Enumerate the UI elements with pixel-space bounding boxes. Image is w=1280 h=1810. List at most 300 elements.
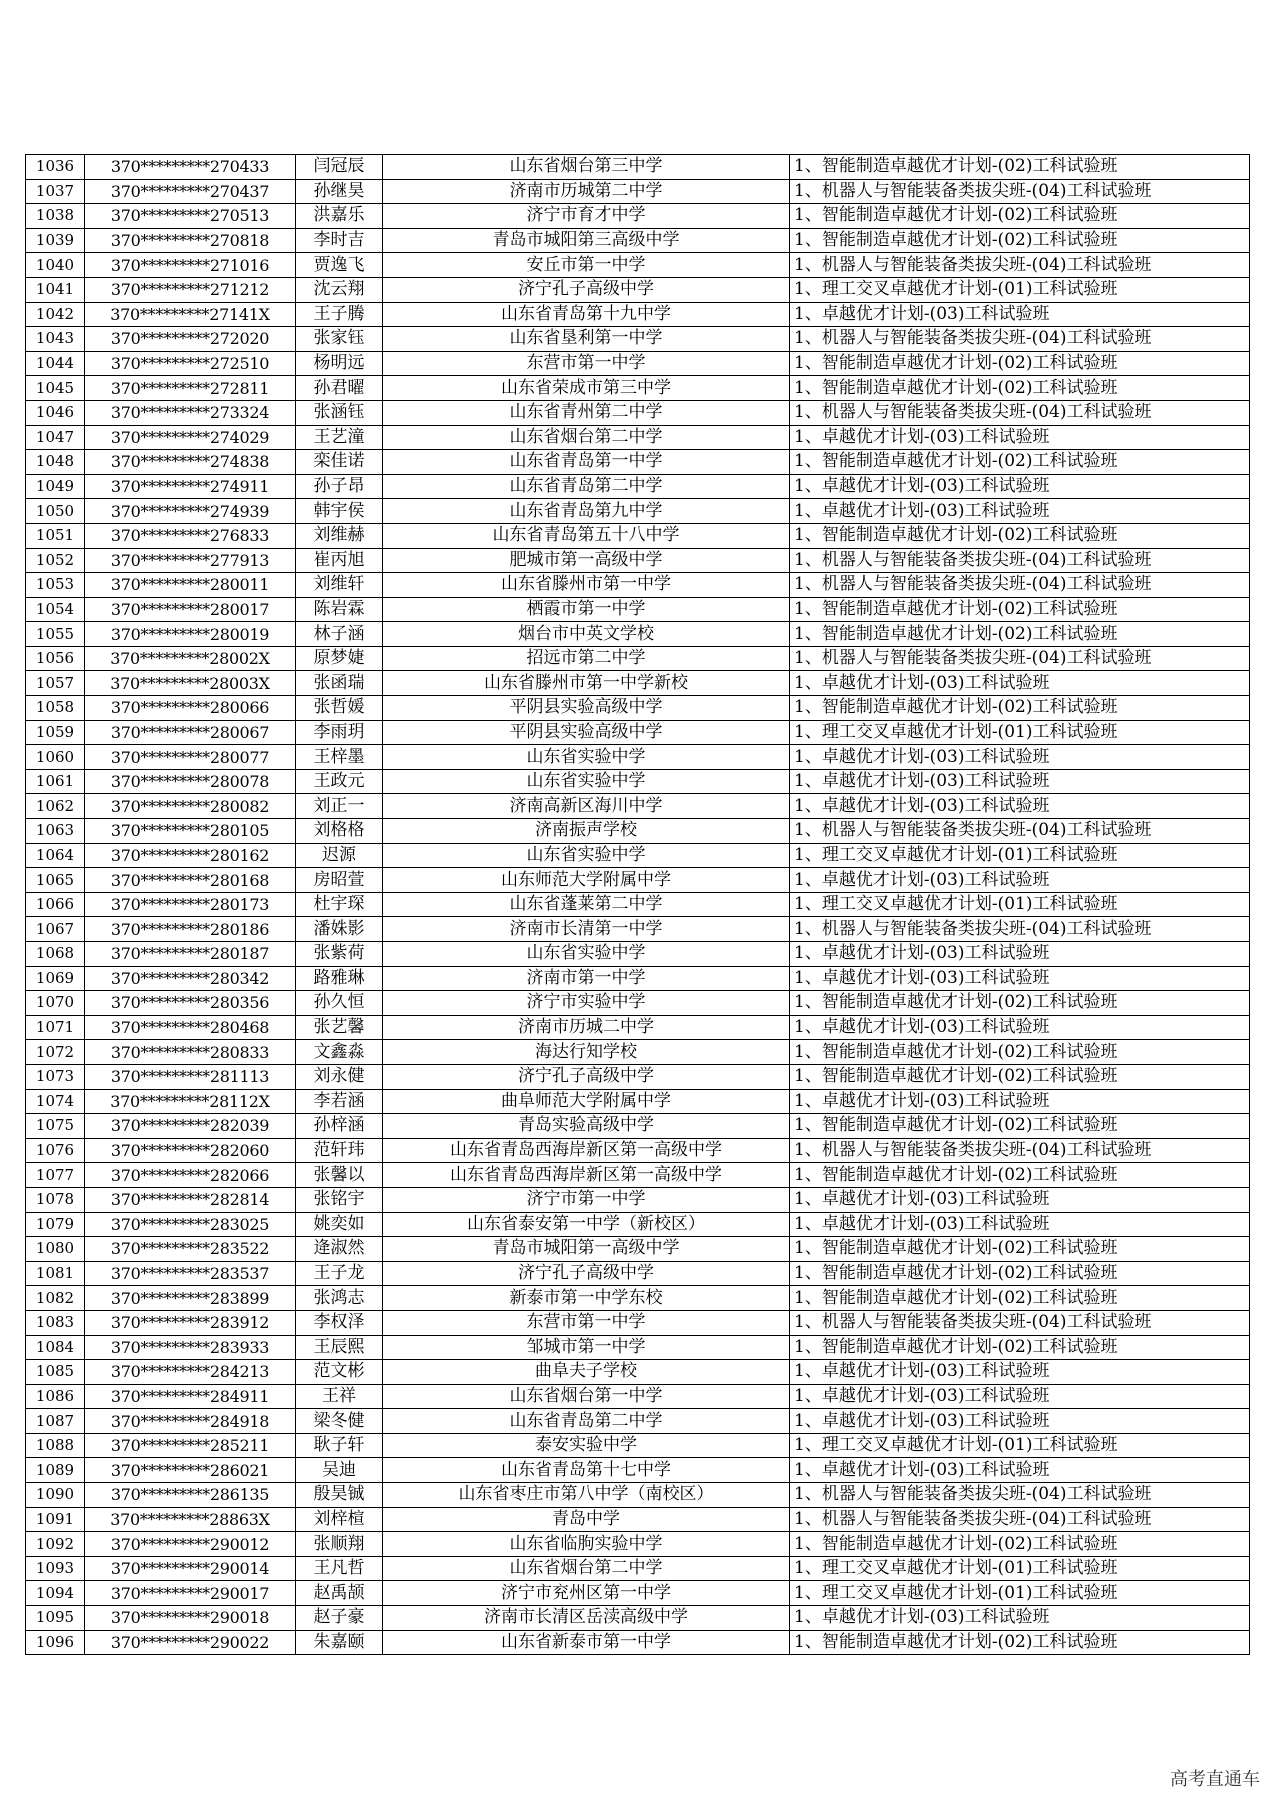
- row-number-cell: 1038: [26, 204, 85, 229]
- table-row: [26, 1630, 1250, 1655]
- school-cell: 济宁孔子高级中学: [383, 1261, 790, 1286]
- table-row: [26, 1138, 1250, 1163]
- row-number-cell: 1078: [26, 1187, 85, 1212]
- row-number-cell: 1051: [26, 523, 85, 548]
- program-cell: 1、卓越优才计划-(03)工科试验班: [790, 1360, 1250, 1385]
- table-row: [26, 228, 1250, 253]
- id-number-cell: 370*********283025: [85, 1212, 296, 1237]
- table-row: [26, 548, 1250, 573]
- program-cell: 1、智能制造卓越优才计划-(02)工科试验班: [790, 376, 1250, 401]
- table-row: [26, 1064, 1250, 1089]
- table-row: [26, 253, 1250, 278]
- table-row: [26, 819, 1250, 844]
- school-cell: 济南市历城第二中学: [383, 179, 790, 204]
- id-number-cell: 370*********284213: [85, 1360, 296, 1385]
- row-number-cell: 1086: [26, 1384, 85, 1409]
- table-row: [26, 720, 1250, 745]
- table-row: [26, 204, 1250, 229]
- student-name-cell: 孙继昊: [296, 179, 383, 204]
- student-name-cell: 孙久恒: [296, 991, 383, 1016]
- id-number-cell: 370*********274939: [85, 499, 296, 524]
- id-number-cell: 370*********28002X: [85, 646, 296, 671]
- program-cell: 1、卓越优才计划-(03)工科试验班: [790, 942, 1250, 967]
- table-row: [26, 843, 1250, 868]
- table-row: [26, 597, 1250, 622]
- program-cell: 1、卓越优才计划-(03)工科试验班: [790, 1409, 1250, 1434]
- table-row: [26, 573, 1250, 598]
- school-cell: 山东省临朐实验中学: [383, 1532, 790, 1557]
- school-cell: 山东省实验中学: [383, 769, 790, 794]
- program-cell: 1、理工交叉卓越优才计划-(01)工科试验班: [790, 720, 1250, 745]
- student-name-cell: 李雨玥: [296, 720, 383, 745]
- school-cell: 山东省实验中学: [383, 942, 790, 967]
- row-number-cell: 1049: [26, 474, 85, 499]
- row-number-cell: 1055: [26, 622, 85, 647]
- id-number-cell: 370*********285211: [85, 1433, 296, 1458]
- id-number-cell: 370*********274838: [85, 450, 296, 475]
- row-number-cell: 1077: [26, 1163, 85, 1188]
- table-row: [26, 966, 1250, 991]
- school-cell: 山东省青岛西海岸新区第一高级中学: [383, 1163, 790, 1188]
- table-row: [26, 1015, 1250, 1040]
- id-number-cell: 370*********272020: [85, 327, 296, 352]
- student-name-cell: 朱嘉颐: [296, 1630, 383, 1655]
- school-cell: 青岛实验高级中学: [383, 1114, 790, 1139]
- row-number-cell: 1091: [26, 1507, 85, 1532]
- table-row: [26, 400, 1250, 425]
- row-number-cell: 1037: [26, 179, 85, 204]
- id-number-cell: 370*********283912: [85, 1310, 296, 1335]
- student-name-cell: 潘姝影: [296, 917, 383, 942]
- program-cell: 1、智能制造卓越优才计划-(02)工科试验班: [790, 155, 1250, 180]
- student-name-cell: 逄淑然: [296, 1237, 383, 1262]
- program-cell: 1、机器人与智能装备类拔尖班-(04)工科试验班: [790, 179, 1250, 204]
- student-name-cell: 张哲媛: [296, 696, 383, 721]
- student-name-cell: 文鑫淼: [296, 1040, 383, 1065]
- school-cell: 山东省青岛第一中学: [383, 450, 790, 475]
- id-number-cell: 370*********28003X: [85, 671, 296, 696]
- school-cell: 山东省垦利第一中学: [383, 327, 790, 352]
- student-name-cell: 殷昊铖: [296, 1483, 383, 1508]
- row-number-cell: 1042: [26, 302, 85, 327]
- row-number-cell: 1065: [26, 868, 85, 893]
- id-number-cell: 370*********272510: [85, 351, 296, 376]
- school-cell: 山东省实验中学: [383, 843, 790, 868]
- school-cell: 东营市第一中学: [383, 1310, 790, 1335]
- school-cell: 山东师范大学附属中学: [383, 868, 790, 893]
- id-number-cell: 370*********280186: [85, 917, 296, 942]
- row-number-cell: 1062: [26, 794, 85, 819]
- student-name-cell: 杜宇琛: [296, 892, 383, 917]
- student-name-cell: 梁冬健: [296, 1409, 383, 1434]
- student-name-cell: 孙梓涵: [296, 1114, 383, 1139]
- table-row: [26, 1581, 1250, 1606]
- program-cell: 1、机器人与智能装备类拔尖班-(04)工科试验班: [790, 253, 1250, 278]
- admission-list-table: [25, 154, 1250, 1655]
- row-number-cell: 1050: [26, 499, 85, 524]
- student-name-cell: 张家钰: [296, 327, 383, 352]
- student-name-cell: 王子龙: [296, 1261, 383, 1286]
- table-row: [26, 1286, 1250, 1311]
- school-cell: 平阴县实验高级中学: [383, 720, 790, 745]
- school-cell: 济南市历城二中学: [383, 1015, 790, 1040]
- school-cell: 济宁市第一中学: [383, 1187, 790, 1212]
- student-name-cell: 李权泽: [296, 1310, 383, 1335]
- student-name-cell: 王辰熙: [296, 1335, 383, 1360]
- table-row: [26, 1114, 1250, 1139]
- table-row: [26, 1409, 1250, 1434]
- id-number-cell: 370*********290018: [85, 1606, 296, 1631]
- school-cell: 济宁市兖州区第一中学: [383, 1581, 790, 1606]
- program-cell: 1、理工交叉卓越优才计划-(01)工科试验班: [790, 892, 1250, 917]
- id-number-cell: 370*********272811: [85, 376, 296, 401]
- row-number-cell: 1063: [26, 819, 85, 844]
- program-cell: 1、智能制造卓越优才计划-(02)工科试验班: [790, 991, 1250, 1016]
- row-number-cell: 1096: [26, 1630, 85, 1655]
- id-number-cell: 370*********280077: [85, 745, 296, 770]
- student-name-cell: 耿子轩: [296, 1433, 383, 1458]
- student-name-cell: 张艺馨: [296, 1015, 383, 1040]
- row-number-cell: 1067: [26, 917, 85, 942]
- id-number-cell: 370*********283522: [85, 1237, 296, 1262]
- table-row: [26, 474, 1250, 499]
- row-number-cell: 1060: [26, 745, 85, 770]
- school-cell: 山东省青岛第十九中学: [383, 302, 790, 327]
- school-cell: 栖霞市第一中学: [383, 597, 790, 622]
- id-number-cell: 370*********271016: [85, 253, 296, 278]
- table-row: [26, 1532, 1250, 1557]
- program-cell: 1、卓越优才计划-(03)工科试验班: [790, 1089, 1250, 1114]
- id-number-cell: 370*********283537: [85, 1261, 296, 1286]
- student-name-cell: 韩宇侯: [296, 499, 383, 524]
- table-row: [26, 1360, 1250, 1385]
- table-row: [26, 155, 1250, 180]
- program-cell: 1、理工交叉卓越优才计划-(01)工科试验班: [790, 277, 1250, 302]
- program-cell: 1、智能制造卓越优才计划-(02)工科试验班: [790, 1335, 1250, 1360]
- id-number-cell: 370*********277913: [85, 548, 296, 573]
- row-number-cell: 1092: [26, 1532, 85, 1557]
- id-number-cell: 370*********28863X: [85, 1507, 296, 1532]
- student-name-cell: 王凡哲: [296, 1556, 383, 1581]
- program-cell: 1、机器人与智能装备类拔尖班-(04)工科试验班: [790, 1507, 1250, 1532]
- student-name-cell: 张馨以: [296, 1163, 383, 1188]
- program-cell: 1、机器人与智能装备类拔尖班-(04)工科试验班: [790, 1138, 1250, 1163]
- school-cell: 山东省青岛第二中学: [383, 1409, 790, 1434]
- program-cell: 1、智能制造卓越优才计划-(02)工科试验班: [790, 1040, 1250, 1065]
- table-row: [26, 1089, 1250, 1114]
- program-cell: 1、卓越优才计划-(03)工科试验班: [790, 499, 1250, 524]
- program-cell: 1、卓越优才计划-(03)工科试验班: [790, 1606, 1250, 1631]
- school-cell: 山东省青岛第二中学: [383, 474, 790, 499]
- table-row: [26, 1556, 1250, 1581]
- program-cell: 1、卓越优才计划-(03)工科试验班: [790, 1015, 1250, 1040]
- student-name-cell: 范轩玮: [296, 1138, 383, 1163]
- school-cell: 山东省烟台第二中学: [383, 425, 790, 450]
- row-number-cell: 1088: [26, 1433, 85, 1458]
- id-number-cell: 370*********282066: [85, 1163, 296, 1188]
- table-row: [26, 450, 1250, 475]
- program-cell: 1、机器人与智能装备类拔尖班-(04)工科试验班: [790, 548, 1250, 573]
- student-name-cell: 姚奕如: [296, 1212, 383, 1237]
- program-cell: 1、机器人与智能装备类拔尖班-(04)工科试验班: [790, 646, 1250, 671]
- id-number-cell: 370*********280468: [85, 1015, 296, 1040]
- program-cell: 1、卓越优才计划-(03)工科试验班: [790, 868, 1250, 893]
- program-cell: 1、智能制造卓越优才计划-(02)工科试验班: [790, 1064, 1250, 1089]
- id-number-cell: 370*********284918: [85, 1409, 296, 1434]
- student-name-cell: 王祥: [296, 1384, 383, 1409]
- student-name-cell: 吴迪: [296, 1458, 383, 1483]
- row-number-cell: 1044: [26, 351, 85, 376]
- row-number-cell: 1075: [26, 1114, 85, 1139]
- table-row: [26, 523, 1250, 548]
- table-row: [26, 1507, 1250, 1532]
- id-number-cell: 370*********280011: [85, 573, 296, 598]
- student-name-cell: 路雅琳: [296, 966, 383, 991]
- school-cell: 济南市长清第一中学: [383, 917, 790, 942]
- student-name-cell: 赵禹颉: [296, 1581, 383, 1606]
- table-row: [26, 1261, 1250, 1286]
- program-cell: 1、卓越优才计划-(03)工科试验班: [790, 794, 1250, 819]
- id-number-cell: 370*********283899: [85, 1286, 296, 1311]
- school-cell: 山东省枣庄市第八中学（南校区）: [383, 1483, 790, 1508]
- student-name-cell: 王梓墨: [296, 745, 383, 770]
- row-number-cell: 1048: [26, 450, 85, 475]
- table-row: [26, 327, 1250, 352]
- school-cell: 山东省蓬莱第二中学: [383, 892, 790, 917]
- student-name-cell: 闫冠辰: [296, 155, 383, 180]
- row-number-cell: 1069: [26, 966, 85, 991]
- id-number-cell: 370*********273324: [85, 400, 296, 425]
- school-cell: 济宁市育才中学: [383, 204, 790, 229]
- school-cell: 泰安实验中学: [383, 1433, 790, 1458]
- id-number-cell: 370*********282060: [85, 1138, 296, 1163]
- student-name-cell: 刘正一: [296, 794, 383, 819]
- program-cell: 1、智能制造卓越优才计划-(02)工科试验班: [790, 228, 1250, 253]
- table-row: [26, 892, 1250, 917]
- row-number-cell: 1064: [26, 843, 85, 868]
- admission-list-body: [26, 155, 1250, 1655]
- student-name-cell: 王子腾: [296, 302, 383, 327]
- school-cell: 邹城市第一中学: [383, 1335, 790, 1360]
- student-name-cell: 陈岩霖: [296, 597, 383, 622]
- id-number-cell: 370*********280067: [85, 720, 296, 745]
- student-name-cell: 原梦婕: [296, 646, 383, 671]
- row-number-cell: 1089: [26, 1458, 85, 1483]
- id-number-cell: 370*********280833: [85, 1040, 296, 1065]
- row-number-cell: 1056: [26, 646, 85, 671]
- table-row: [26, 1384, 1250, 1409]
- program-cell: 1、机器人与智能装备类拔尖班-(04)工科试验班: [790, 917, 1250, 942]
- table-row: [26, 1187, 1250, 1212]
- row-number-cell: 1052: [26, 548, 85, 573]
- student-name-cell: 张顺翔: [296, 1532, 383, 1557]
- table-row: [26, 942, 1250, 967]
- student-name-cell: 孙君曜: [296, 376, 383, 401]
- school-cell: 山东省青岛西海岸新区第一高级中学: [383, 1138, 790, 1163]
- table-row: [26, 622, 1250, 647]
- school-cell: 济南市长清区岳渎高级中学: [383, 1606, 790, 1631]
- school-cell: 山东省烟台第一中学: [383, 1384, 790, 1409]
- id-number-cell: 370*********281113: [85, 1064, 296, 1089]
- program-cell: 1、智能制造卓越优才计划-(02)工科试验班: [790, 523, 1250, 548]
- program-cell: 1、卓越优才计划-(03)工科试验班: [790, 302, 1250, 327]
- school-cell: 平阴县实验高级中学: [383, 696, 790, 721]
- id-number-cell: 370*********290012: [85, 1532, 296, 1557]
- table-row: [26, 745, 1250, 770]
- table-row: [26, 1237, 1250, 1262]
- row-number-cell: 1072: [26, 1040, 85, 1065]
- student-name-cell: 刘维赫: [296, 523, 383, 548]
- row-number-cell: 1040: [26, 253, 85, 278]
- school-cell: 济宁市实验中学: [383, 991, 790, 1016]
- row-number-cell: 1058: [26, 696, 85, 721]
- program-cell: 1、卓越优才计划-(03)工科试验班: [790, 966, 1250, 991]
- school-cell: 山东省青州第二中学: [383, 400, 790, 425]
- student-name-cell: 洪嘉乐: [296, 204, 383, 229]
- program-cell: 1、机器人与智能装备类拔尖班-(04)工科试验班: [790, 327, 1250, 352]
- id-number-cell: 370*********280356: [85, 991, 296, 1016]
- table-row: [26, 1163, 1250, 1188]
- school-cell: 肥城市第一高级中学: [383, 548, 790, 573]
- id-number-cell: 370*********280105: [85, 819, 296, 844]
- row-number-cell: 1081: [26, 1261, 85, 1286]
- id-number-cell: 370*********280342: [85, 966, 296, 991]
- row-number-cell: 1074: [26, 1089, 85, 1114]
- table-row: [26, 277, 1250, 302]
- school-cell: 山东省青岛第五十八中学: [383, 523, 790, 548]
- student-name-cell: 刘维轩: [296, 573, 383, 598]
- id-number-cell: 370*********283933: [85, 1335, 296, 1360]
- id-number-cell: 370*********280019: [85, 622, 296, 647]
- id-number-cell: 370*********280078: [85, 769, 296, 794]
- id-number-cell: 370*********280017: [85, 597, 296, 622]
- row-number-cell: 1070: [26, 991, 85, 1016]
- row-number-cell: 1071: [26, 1015, 85, 1040]
- row-number-cell: 1085: [26, 1360, 85, 1385]
- table-row: [26, 351, 1250, 376]
- table-row: [26, 868, 1250, 893]
- id-number-cell: 370*********270437: [85, 179, 296, 204]
- program-cell: 1、智能制造卓越优才计划-(02)工科试验班: [790, 597, 1250, 622]
- row-number-cell: 1057: [26, 671, 85, 696]
- row-number-cell: 1087: [26, 1409, 85, 1434]
- school-cell: 济南高新区海川中学: [383, 794, 790, 819]
- table-row: [26, 1433, 1250, 1458]
- row-number-cell: 1084: [26, 1335, 85, 1360]
- student-name-cell: 李时吉: [296, 228, 383, 253]
- school-cell: 山东省泰安第一中学（新校区）: [383, 1212, 790, 1237]
- school-cell: 山东省滕州市第一中学: [383, 573, 790, 598]
- row-number-cell: 1054: [26, 597, 85, 622]
- program-cell: 1、智能制造卓越优才计划-(02)工科试验班: [790, 351, 1250, 376]
- row-number-cell: 1036: [26, 155, 85, 180]
- program-cell: 1、智能制造卓越优才计划-(02)工科试验班: [790, 1114, 1250, 1139]
- student-name-cell: 赵子豪: [296, 1606, 383, 1631]
- student-name-cell: 张涵钰: [296, 400, 383, 425]
- id-number-cell: 370*********27141X: [85, 302, 296, 327]
- program-cell: 1、卓越优才计划-(03)工科试验班: [790, 474, 1250, 499]
- table-row: [26, 1212, 1250, 1237]
- id-number-cell: 370*********280082: [85, 794, 296, 819]
- id-number-cell: 370*********290022: [85, 1630, 296, 1655]
- id-number-cell: 370*********280173: [85, 892, 296, 917]
- row-number-cell: 1059: [26, 720, 85, 745]
- row-number-cell: 1061: [26, 769, 85, 794]
- row-number-cell: 1046: [26, 400, 85, 425]
- id-number-cell: 370*********290017: [85, 1581, 296, 1606]
- id-number-cell: 370*********271212: [85, 277, 296, 302]
- student-name-cell: 杨明远: [296, 351, 383, 376]
- student-name-cell: 迟源: [296, 843, 383, 868]
- id-number-cell: 370*********282814: [85, 1187, 296, 1212]
- student-name-cell: 王艺潼: [296, 425, 383, 450]
- program-cell: 1、卓越优才计划-(03)工科试验班: [790, 1384, 1250, 1409]
- program-cell: 1、理工交叉卓越优才计划-(01)工科试验班: [790, 843, 1250, 868]
- id-number-cell: 370*********270433: [85, 155, 296, 180]
- id-number-cell: 370*********280162: [85, 843, 296, 868]
- row-number-cell: 1093: [26, 1556, 85, 1581]
- student-name-cell: 贾逸飞: [296, 253, 383, 278]
- program-cell: 1、机器人与智能装备类拔尖班-(04)工科试验班: [790, 1483, 1250, 1508]
- program-cell: 1、理工交叉卓越优才计划-(01)工科试验班: [790, 1433, 1250, 1458]
- row-number-cell: 1041: [26, 277, 85, 302]
- id-number-cell: 370*********270513: [85, 204, 296, 229]
- school-cell: 山东省青岛第十七中学: [383, 1458, 790, 1483]
- program-cell: 1、卓越优才计划-(03)工科试验班: [790, 1458, 1250, 1483]
- student-name-cell: 张铭宇: [296, 1187, 383, 1212]
- program-cell: 1、卓越优才计划-(03)工科试验班: [790, 671, 1250, 696]
- school-cell: 山东省烟台第二中学: [383, 1556, 790, 1581]
- school-cell: 山东省荣成市第三中学: [383, 376, 790, 401]
- school-cell: 安丘市第一中学: [383, 253, 790, 278]
- school-cell: 山东省滕州市第一中学新校: [383, 671, 790, 696]
- student-name-cell: 范文彬: [296, 1360, 383, 1385]
- school-cell: 曲阜夫子学校: [383, 1360, 790, 1385]
- school-cell: 招远市第二中学: [383, 646, 790, 671]
- program-cell: 1、智能制造卓越优才计划-(02)工科试验班: [790, 1163, 1250, 1188]
- table-row: [26, 794, 1250, 819]
- program-cell: 1、机器人与智能装备类拔尖班-(04)工科试验班: [790, 400, 1250, 425]
- student-name-cell: 房昭萱: [296, 868, 383, 893]
- school-cell: 青岛市城阳第一高级中学: [383, 1237, 790, 1262]
- program-cell: 1、智能制造卓越优才计划-(02)工科试验班: [790, 450, 1250, 475]
- id-number-cell: 370*********270818: [85, 228, 296, 253]
- row-number-cell: 1076: [26, 1138, 85, 1163]
- row-number-cell: 1080: [26, 1237, 85, 1262]
- id-number-cell: 370*********286135: [85, 1483, 296, 1508]
- table-row: [26, 671, 1250, 696]
- watermark-text: 高考直通车: [1170, 1769, 1260, 1790]
- row-number-cell: 1073: [26, 1064, 85, 1089]
- student-name-cell: 刘永健: [296, 1064, 383, 1089]
- table-row: [26, 425, 1250, 450]
- table-row: [26, 302, 1250, 327]
- id-number-cell: 370*********274911: [85, 474, 296, 499]
- row-number-cell: 1079: [26, 1212, 85, 1237]
- id-number-cell: 370*********280066: [85, 696, 296, 721]
- student-name-cell: 张鸿志: [296, 1286, 383, 1311]
- row-number-cell: 1043: [26, 327, 85, 352]
- program-cell: 1、卓越优才计划-(03)工科试验班: [790, 425, 1250, 450]
- school-cell: 济宁孔子高级中学: [383, 277, 790, 302]
- program-cell: 1、智能制造卓越优才计划-(02)工科试验班: [790, 204, 1250, 229]
- row-number-cell: 1094: [26, 1581, 85, 1606]
- student-name-cell: 张紫荷: [296, 942, 383, 967]
- program-cell: 1、机器人与智能装备类拔尖班-(04)工科试验班: [790, 1310, 1250, 1335]
- student-name-cell: 张函瑞: [296, 671, 383, 696]
- program-cell: 1、卓越优才计划-(03)工科试验班: [790, 745, 1250, 770]
- row-number-cell: 1068: [26, 942, 85, 967]
